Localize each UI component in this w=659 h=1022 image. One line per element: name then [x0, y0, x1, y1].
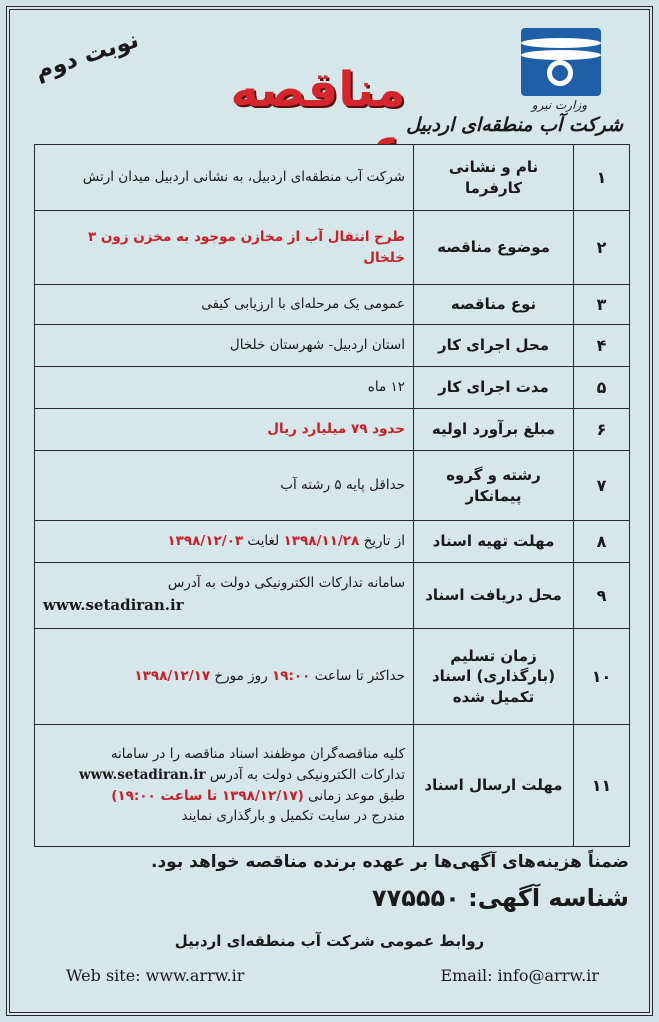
- row-label: نام و نشانی کارفرما: [414, 145, 574, 211]
- table-row: [35, 451, 630, 521]
- row-label: رشته و گروه پیمانکار: [414, 451, 574, 521]
- table-row: [35, 367, 630, 409]
- submit-until-text: حداکثر تا ساعت: [314, 668, 405, 685]
- row-number: ۹: [574, 563, 630, 629]
- row-label: موضوع مناقصه: [414, 211, 574, 285]
- row-value: طرح انتقال آب از مخازن موجود به مخزن زون ۳ خلخال: [35, 211, 414, 285]
- company-name: شرکت آب منطقه‌ای اردبیل: [406, 114, 623, 136]
- submit-date-text: روز مورخ: [214, 668, 268, 685]
- row-number: ۴: [574, 325, 630, 367]
- table-row: [35, 325, 630, 367]
- prep-date-from: ۱۳۹۸/۱۱/۲۸: [283, 533, 360, 550]
- table-row: [35, 629, 630, 725]
- row-value: حدود ۷۹ میلیارد ریال: [35, 409, 414, 451]
- email-link[interactable]: Email: info@arrw.ir: [440, 966, 599, 985]
- table-row: [35, 725, 630, 847]
- row-value: [35, 563, 414, 629]
- row-value: عمومی یک مرحله‌ای با ارزیابی کیفی: [35, 285, 414, 325]
- ad-id: شناسه آگهی: ۷۷۵۵۵۰: [371, 884, 629, 912]
- tender-table: [34, 144, 630, 847]
- row-number: ۶: [574, 409, 630, 451]
- row-number: ۱: [574, 145, 630, 211]
- row-number: ۳: [574, 285, 630, 325]
- ministry-name: وزارت نیرو: [531, 98, 587, 112]
- prep-from-text: از تاریخ: [363, 533, 405, 550]
- row-label: مهلت ارسال اسناد: [414, 725, 574, 847]
- row-label: نوع مناقصه: [414, 285, 574, 325]
- send-docs-line2: [43, 765, 405, 786]
- row-label: مدت اجرای کار: [414, 367, 574, 409]
- row-label: مبلغ برآورد اولیه: [414, 409, 574, 451]
- prep-date-to: ۱۳۹۸/۱۲/۰۳: [167, 533, 244, 550]
- send-docs-line4: مندرج در سایت تکمیل و بارگذاری نمایند: [181, 808, 405, 825]
- submit-time: ۱۹:۰۰: [272, 668, 311, 685]
- row-value: ۱۲ ماه: [35, 367, 414, 409]
- setadiran-link[interactable]: www.setadiran.ir: [43, 596, 184, 615]
- send-docs-line3-text: طبق موعد زمانی: [308, 787, 405, 804]
- header: [10, 10, 649, 160]
- row-value: [35, 725, 414, 847]
- table-row: [35, 409, 630, 451]
- table-row: [35, 211, 630, 285]
- table-row: [35, 145, 630, 211]
- row-value: حداقل پایه ۵ رشته آب: [35, 451, 414, 521]
- row-label: زمان تسلیم (بارگذاری) اسناد تکمیل شده: [414, 629, 574, 725]
- submit-date: ۱۳۹۸/۱۲/۱۷: [134, 668, 211, 685]
- setadiran-link-2[interactable]: www.setadiran.ir: [79, 766, 206, 783]
- row-number: ۲: [574, 211, 630, 285]
- public-relations: روابط عمومی شرکت آب منطقه‌ای اردبیل: [174, 932, 485, 950]
- row-number: ۷: [574, 451, 630, 521]
- send-docs-deadline: (۱۳۹۸/۱۲/۱۷ تا ساعت ۱۹:۰۰): [111, 787, 304, 804]
- prep-until-text: لغایت: [247, 533, 280, 550]
- table-row: [35, 521, 630, 563]
- row-value: [35, 629, 414, 725]
- round-badge: نوبت دوم: [32, 26, 142, 85]
- row-number: ۱۰: [574, 629, 630, 725]
- row-label: محل دریافت اسناد: [414, 563, 574, 629]
- row-value: استان اردبیل- شهرستان خلخال: [35, 325, 414, 367]
- page-title: مناقصه: [230, 62, 406, 118]
- table-row: [35, 563, 630, 629]
- send-docs-line1: کلیه مناقصه‌گران موظفند اسناد مناقصه را در سامانه: [110, 745, 405, 762]
- receive-docs-text: سامانه تدارکات الکترونیکی دولت به آدرس: [167, 575, 405, 592]
- company-logo-icon: [521, 28, 601, 96]
- row-label: محل اجرای کار: [414, 325, 574, 367]
- row-number: ۵: [574, 367, 630, 409]
- row-value: شرکت آب منطقه‌ای اردبیل، به نشانی اردبیل میدان ارتش: [35, 145, 414, 211]
- website-link[interactable]: Web site: www.arrw.ir: [66, 966, 245, 985]
- cost-note: ضمناً هزینه‌های آگهی‌ها بر عهده برنده مناقصه خواهد بود.: [150, 852, 629, 872]
- row-value: [35, 521, 414, 563]
- send-docs-line2-text: تدارکات الکترونیکی دولت به آدرس: [209, 766, 405, 783]
- row-label: مهلت تهیه اسناد: [414, 521, 574, 563]
- send-docs-line3: [43, 786, 405, 807]
- row-number: ۸: [574, 521, 630, 563]
- table-row: [35, 285, 630, 325]
- row-number: ۱۱: [574, 725, 630, 847]
